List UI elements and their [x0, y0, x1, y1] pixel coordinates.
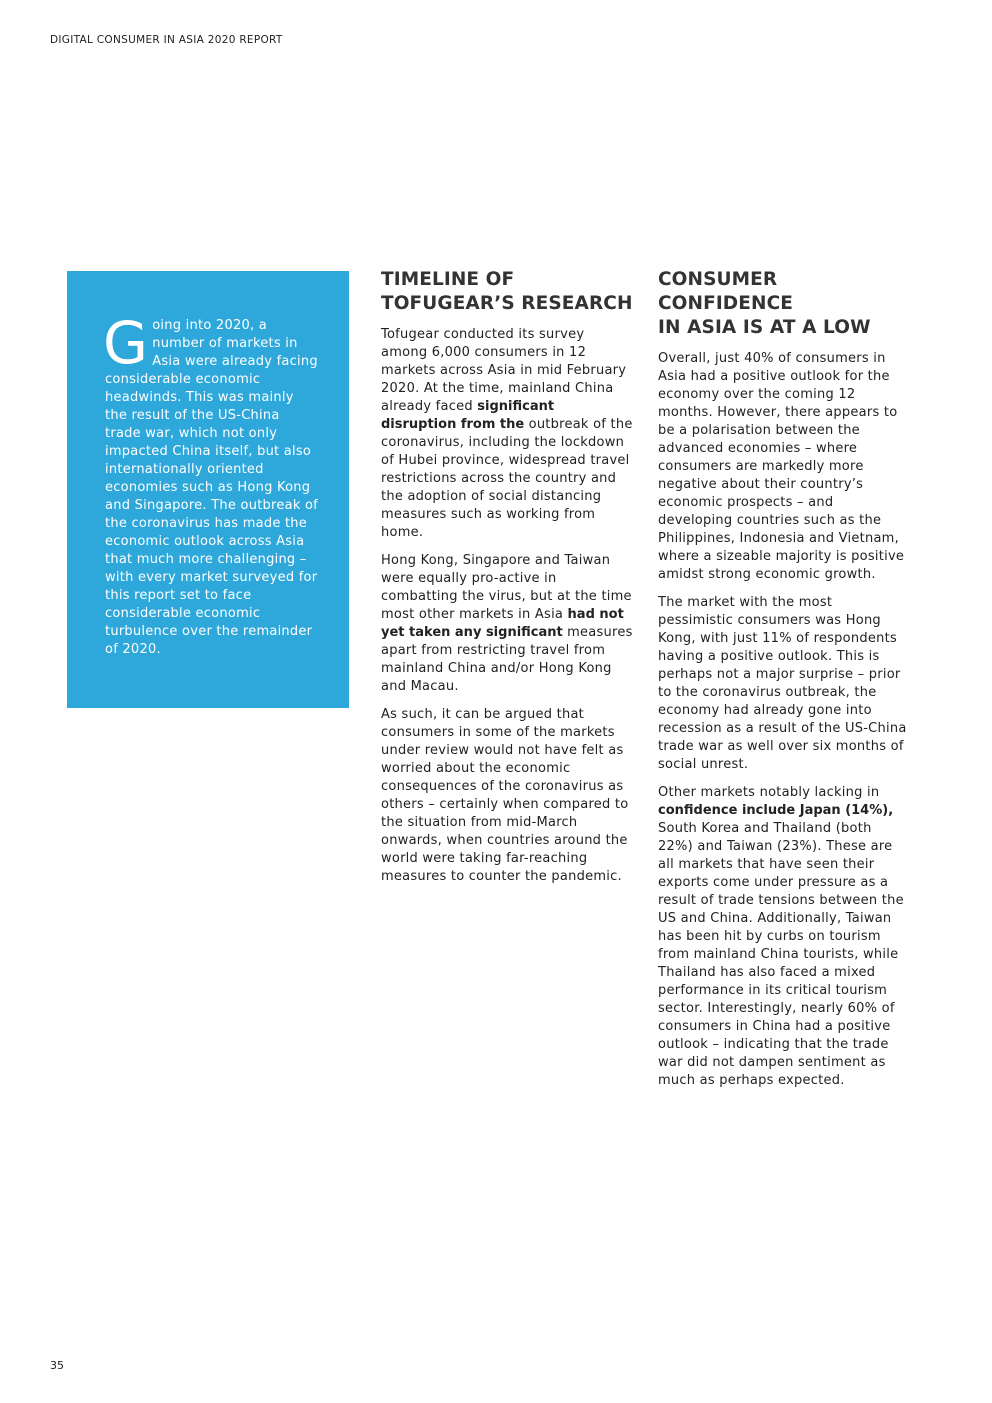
timeline-paragraph-1 [381, 326, 633, 542]
confidence-paragraph-3 [658, 784, 910, 1090]
timeline-paragraph-2 [381, 552, 633, 696]
timeline-paragraph-3: As such, it can be argued that consumers in some of the markets under review would not have felt as worried about the economic consequences of the coronavirus as others – certainly when compared to the situation from mid-March onwards, when countries around the world were taking far-reaching measures to counter the pandemic. [381, 707, 629, 884]
confidence-paragraph-2: The market with the most pessimistic consumers was Hong Kong, with just 11% of respondents having a positive outlook. This is perhaps not a major surprise – prior to the coronavirus outbreak, the economy had already gone into recession as a result of the US-China trade war as well over six months of social unrest. [658, 595, 907, 772]
callout-text [103, 309, 319, 659]
timeline-p1-text-c: outbreak of the coronavirus, including the lockdown of Hubei province, widespread travel restrictions across the country and the adoption of social distancing measures such as working from home. [381, 417, 633, 540]
timeline-p2-text-c: measures apart from restricting travel from mainland China and/or Hong Kong and Macau. [381, 625, 633, 694]
timeline-p1-text-a: Tofugear conducted its survey among 6,000 consumers in 12 markets across Asia in mid February 2020. At the time, mainland China already faced [381, 327, 627, 414]
confidence-p3-text-c: South Korea and Thailand (both 22%) and Taiwan (23%). These are all markets that have seen their exports come under pressure as a result of trade tensions between the US and China. Additionally, Taiwan has been hit by curbs on tourism from mainland China tourists, while Thailand has also faced a mixed performance in its critical tourism sector. Interestingly, nearly 60% of consumers in China had a positive outlook – indicating that the trade war did not dampen sentiment as much as perhaps expected. [658, 821, 904, 1088]
confidence-column [658, 268, 910, 1100]
callout-body: oing into 2020, a number of markets in Asia were already facing considerable economic headwinds. This was mainly the result of the US-China trade war, which not only impacted China itself, but also internationally oriented economies such as Hong Kong and Singapore. The outbreak of the coronavirus has made the economic outlook across Asia that much more challenging – with every market surveyed for this report set to face considerable economic turbulence over the remainder of 2020. [105, 318, 319, 657]
confidence-heading [658, 268, 910, 340]
confidence-heading-line2: IN ASIA IS AT A LOW [658, 317, 871, 338]
timeline-p2-bold: had not yet taken any significant [381, 607, 624, 640]
intro-callout-box [67, 271, 349, 708]
confidence-p3-bold: confidence include Japan (14%), [658, 803, 894, 818]
confidence-p3-text-a: Other markets notably lacking in [658, 785, 880, 800]
timeline-column [381, 268, 633, 896]
drop-cap: G [103, 309, 149, 377]
page-number: 35 [50, 1359, 64, 1372]
confidence-heading-line1: CONSUMER CONFIDENCE [658, 269, 793, 314]
timeline-heading-line1: TIMELINE OF [381, 269, 515, 290]
timeline-p2-text-a: Hong Kong, Singapore and Taiwan were equally pro-active in combatting the virus, but at the time most other markets in Asia [381, 553, 632, 622]
running-header: DIGITAL CONSUMER IN ASIA 2020 REPORT [50, 34, 283, 46]
timeline-heading-line2: TOFUGEAR’S RESEARCH [381, 293, 633, 314]
timeline-p1-bold: significant disruption from the [381, 399, 555, 432]
timeline-heading [381, 268, 633, 316]
confidence-paragraph-1: Overall, just 40% of consumers in Asia had a positive outlook for the economy over the coming 12 months. However, there appears to be a polarisation between the advanced economies – where consumers are markedly more negative about their country’s economic prospects – and developing countries such as the Philippines, Indonesia and Vietnam, where a sizeable majority is positive amidst strong economic growth. [658, 351, 905, 582]
